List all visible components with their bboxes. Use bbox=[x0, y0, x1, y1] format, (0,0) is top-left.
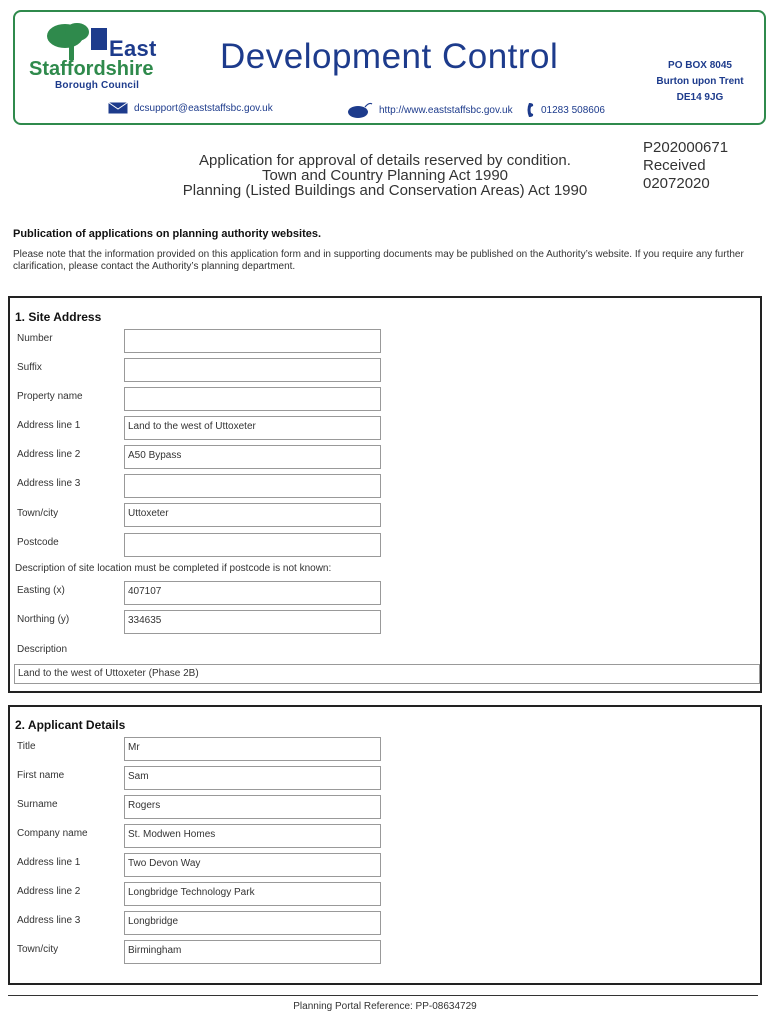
heading-line: Application for approval of details reserved by condition. bbox=[199, 152, 571, 169]
field-label: Address line 1 bbox=[17, 420, 81, 431]
field-label: Description bbox=[17, 644, 68, 655]
applicant-address-line-1-field[interactable]: Two Devon Way bbox=[124, 853, 381, 877]
applicant-town-city-field[interactable]: Birmingham bbox=[124, 940, 381, 964]
field-label: Town/city bbox=[17, 944, 59, 955]
received-date: 02072020 bbox=[643, 175, 710, 192]
field-label: Surname bbox=[17, 799, 58, 810]
field-label: First name bbox=[17, 770, 65, 781]
field-label: Easting (x) bbox=[17, 585, 65, 596]
address-line: PO BOX 8045 bbox=[668, 60, 732, 71]
applicant-details-section bbox=[8, 705, 762, 985]
northing-field[interactable]: 334635 bbox=[124, 610, 381, 634]
applicant-address-line-2-field[interactable]: Longbridge Technology Park bbox=[124, 882, 381, 906]
field-label: Title bbox=[17, 741, 36, 752]
phone-contact bbox=[527, 102, 605, 118]
easting-field[interactable]: 407107 bbox=[124, 581, 381, 605]
postcode-field[interactable] bbox=[124, 533, 381, 557]
company-name-field[interactable]: St. Modwen Homes bbox=[124, 824, 381, 848]
address-line-2-field[interactable]: A50 Bypass bbox=[124, 445, 381, 469]
address-line: DE14 9JG bbox=[676, 92, 724, 103]
envelope-icon bbox=[108, 102, 128, 114]
field-label: Postcode bbox=[17, 537, 59, 548]
form-heading bbox=[160, 153, 610, 198]
reference-number: P202000671 bbox=[643, 139, 729, 156]
address-line-1-field[interactable]: Land to the west of Uttoxeter bbox=[124, 416, 381, 440]
first-name-field[interactable]: Sam bbox=[124, 766, 381, 790]
section-title: 1. Site Address bbox=[15, 310, 102, 324]
field-label: Town/city bbox=[17, 508, 59, 519]
site-address-section bbox=[8, 296, 762, 693]
page-title: Development Control bbox=[220, 37, 559, 76]
field-label: Address line 1 bbox=[17, 857, 81, 868]
field-label: Northing (y) bbox=[17, 614, 70, 625]
field-label: Address line 2 bbox=[17, 886, 81, 897]
logo-borough-council: Borough Council bbox=[55, 80, 140, 91]
council-logo bbox=[29, 22, 179, 92]
town-city-field[interactable]: Uttoxeter bbox=[124, 503, 381, 527]
heading-line: Town and Country Planning Act 1990 bbox=[262, 167, 508, 184]
email-contact[interactable] bbox=[108, 102, 273, 114]
received-label: Received bbox=[643, 157, 706, 174]
publication-text: Please note that the information provided on this application form and in supporting documents may be published on the Authority’s website. If you require any further clarification, please contact the Authority’s planning department. bbox=[13, 249, 744, 272]
field-label: Number bbox=[17, 333, 53, 344]
applicant-address-line-3-field[interactable]: Longbridge bbox=[124, 911, 381, 935]
property-name-field[interactable] bbox=[124, 387, 381, 411]
mouse-icon bbox=[347, 102, 373, 118]
postal-address bbox=[615, 58, 770, 106]
field-label: Address line 3 bbox=[17, 478, 81, 489]
logo-staffordshire: Staffordshire bbox=[29, 58, 154, 80]
logo-east: East bbox=[109, 36, 157, 61]
suffix-field[interactable] bbox=[124, 358, 381, 382]
email-address[interactable]: dcsupport@eaststaffsbc.gov.uk bbox=[134, 102, 273, 114]
phone-number: 01283 508606 bbox=[541, 104, 605, 116]
field-label: Property name bbox=[17, 391, 83, 402]
heading-line: Planning (Listed Buildings and Conservation Areas) Act 1990 bbox=[182, 182, 588, 199]
location-note: Description of site location must be completed if postcode is not known: bbox=[15, 563, 332, 574]
address-line: Burton upon Trent bbox=[656, 76, 744, 87]
phone-icon bbox=[527, 102, 535, 118]
tree-logo-icon bbox=[43, 22, 113, 62]
field-label: Suffix bbox=[17, 362, 42, 373]
surname-field[interactable]: Rogers bbox=[124, 795, 381, 819]
address-line-3-field[interactable] bbox=[124, 474, 381, 498]
description-field[interactable]: Land to the west of Uttoxeter (Phase 2B) bbox=[14, 664, 760, 684]
field-label: Company name bbox=[17, 828, 88, 839]
field-label: Address line 3 bbox=[17, 915, 81, 926]
footer-divider bbox=[8, 995, 758, 996]
website-contact[interactable] bbox=[347, 102, 513, 118]
publication-title: Publication of applications on planning authority websites. bbox=[13, 228, 322, 240]
title-field[interactable]: Mr bbox=[124, 737, 381, 761]
number-field[interactable] bbox=[124, 329, 381, 353]
website-url[interactable]: http://www.eaststaffsbc.gov.uk bbox=[379, 104, 513, 116]
application-reference bbox=[643, 139, 728, 193]
field-label: Address line 2 bbox=[17, 449, 81, 460]
portal-reference: Planning Portal Reference: PP-08634729 bbox=[293, 1001, 477, 1012]
section-title: 2. Applicant Details bbox=[15, 718, 126, 732]
